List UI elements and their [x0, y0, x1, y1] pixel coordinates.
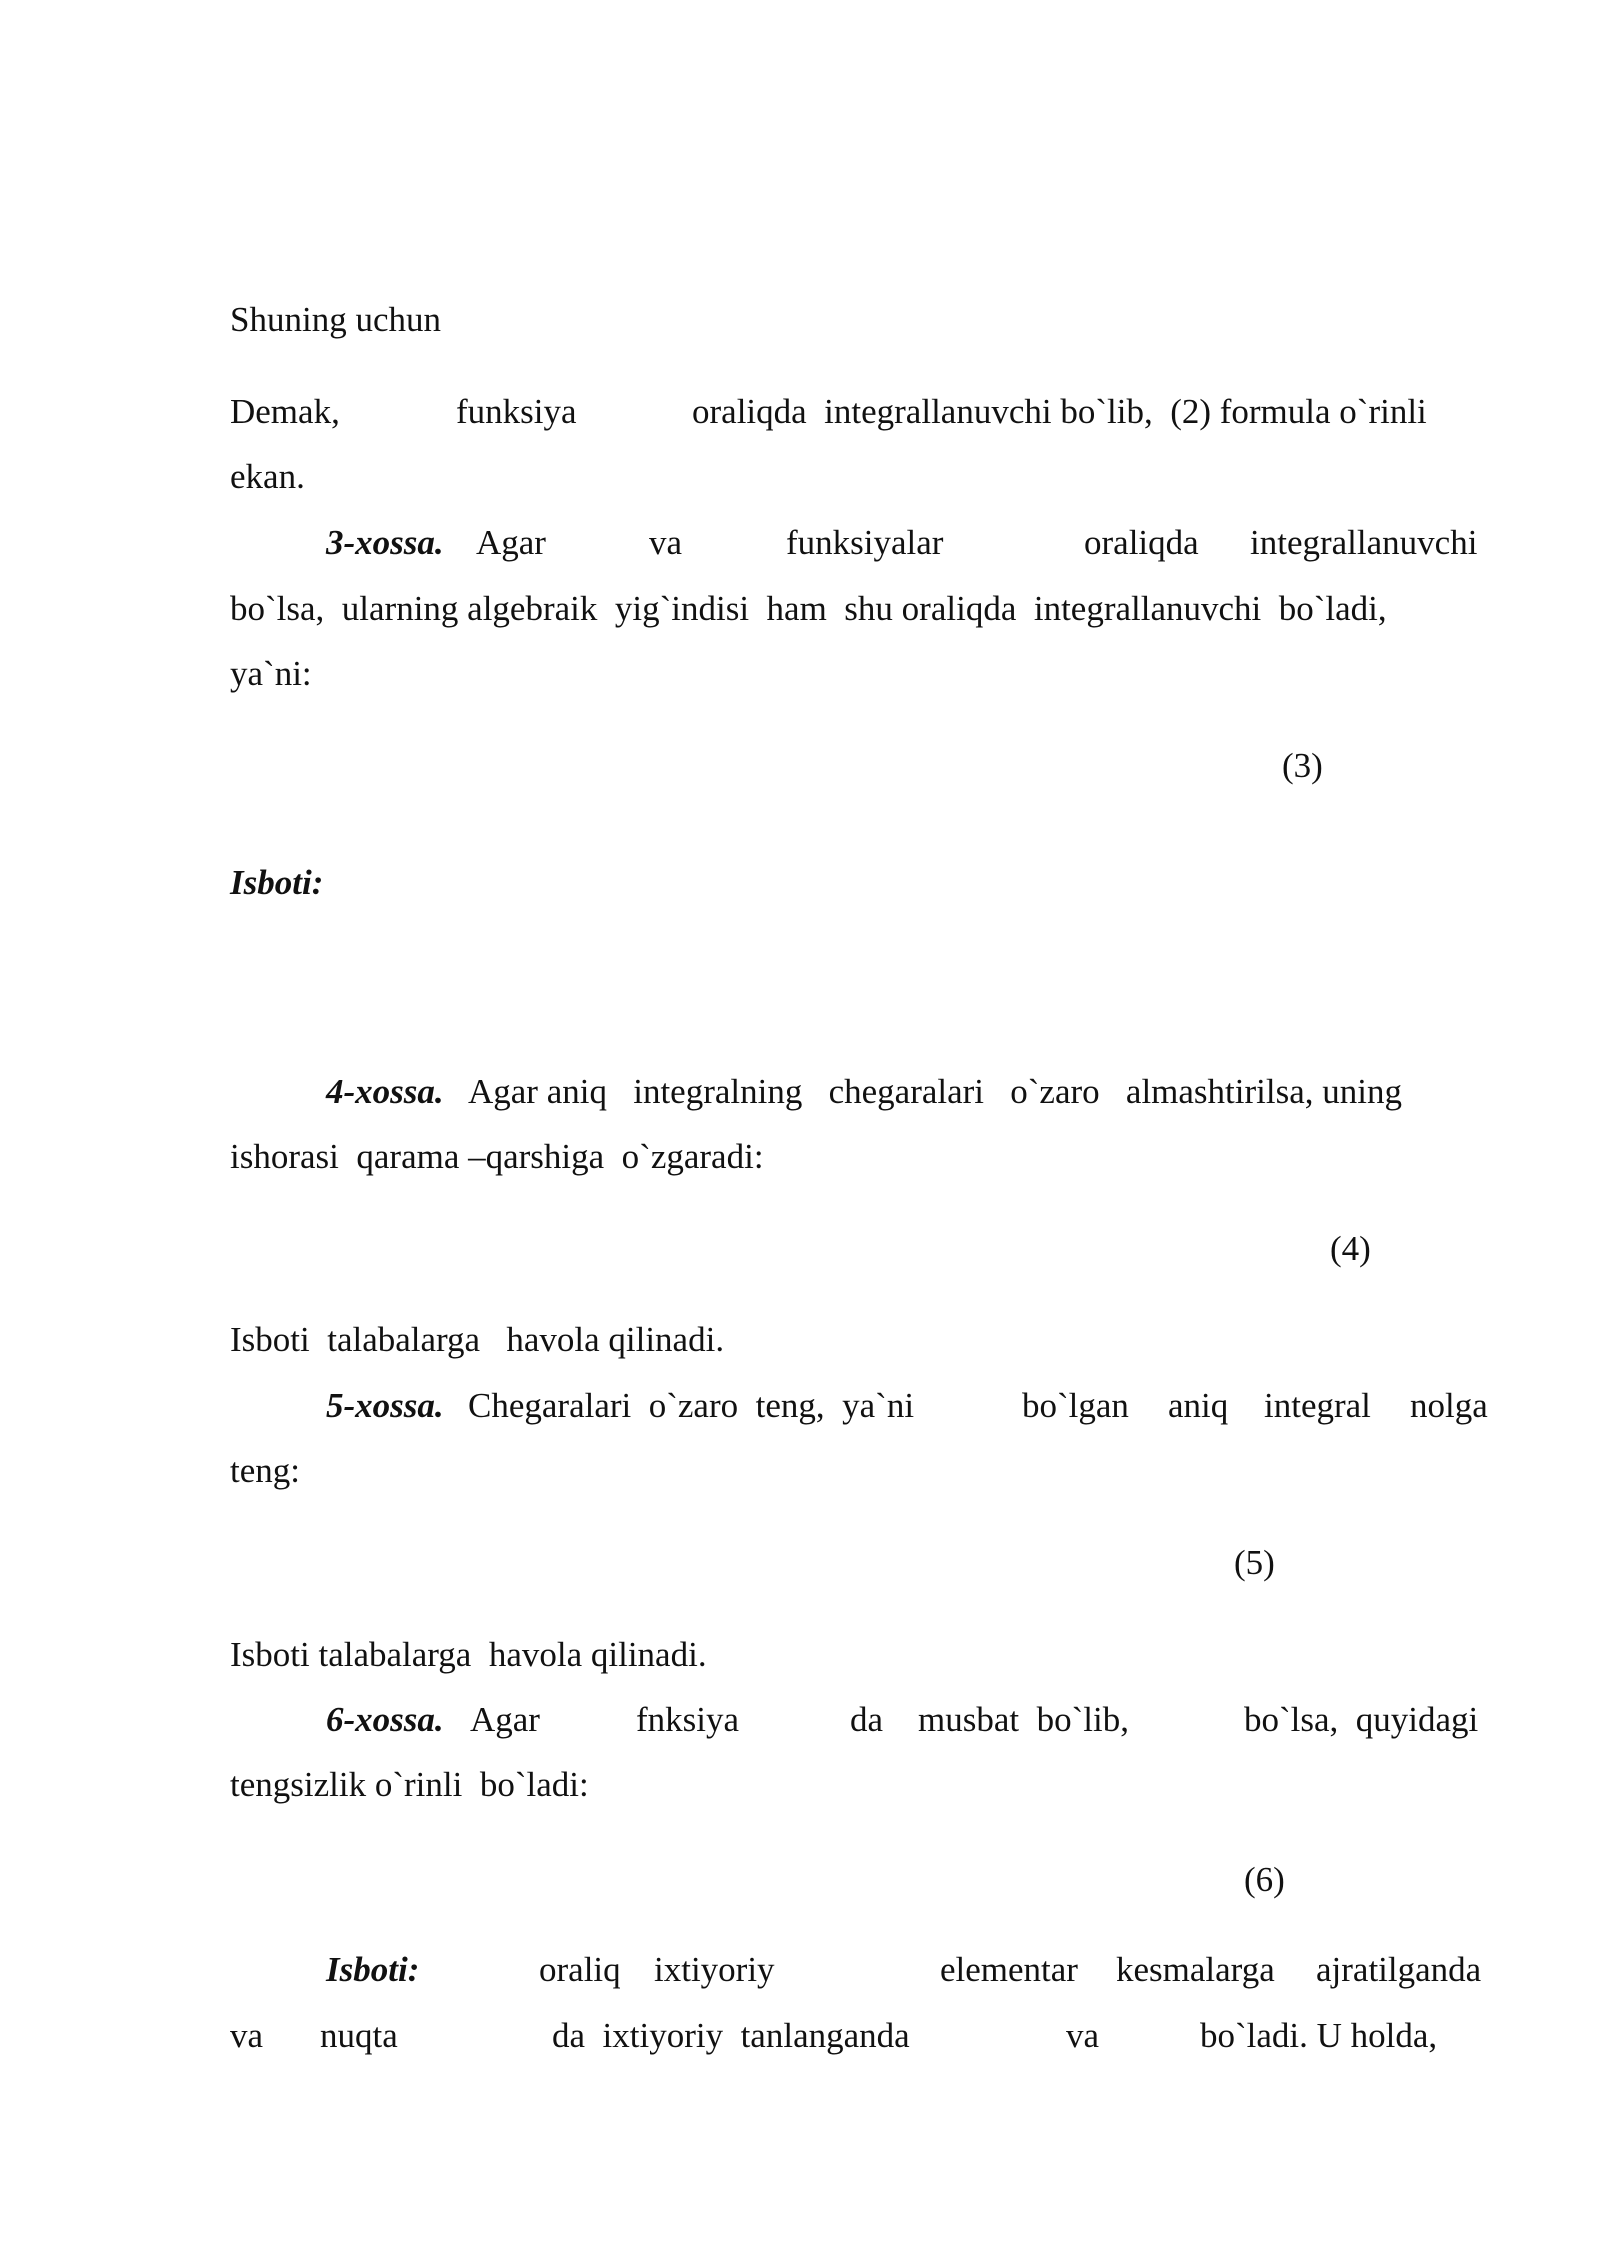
property-6-word-da: da — [850, 1700, 884, 1739]
demak-word: Demak, — [230, 392, 340, 431]
proof-6-word-ixtiyoriy: ixtiyoriy — [654, 1950, 775, 1989]
property-3-word-oraliqda: oraliqda — [1084, 523, 1199, 562]
property-3-word-va: va — [649, 523, 683, 562]
proof-6-word-kesmalarga: kesmalarga — [1116, 1950, 1275, 1989]
proof-label-3: Isboti: — [230, 863, 324, 902]
proof-note-4: Isboti talabalarga havola qilinadi. — [230, 1320, 725, 1359]
property-5-word-bolgan: bo`lgan — [1022, 1386, 1129, 1425]
property-5-word-nolga: nolga — [1410, 1386, 1488, 1425]
proof-6-word-oraliq: oraliq — [539, 1950, 621, 1989]
demak-line1-rest: oraliqda integrallanuvchi bo`lib, (2) formula o`rinli — [692, 392, 1427, 431]
property-4-line2: ishorasi qarama –qarshiga o`zgaradi: — [230, 1137, 764, 1176]
property-3-word-integrallanuvchi: integrallanuvchi — [1250, 523, 1478, 562]
property-4-line1: Agar aniq integralning chegaralari o`zaro almashtirilsa, uning — [468, 1072, 1402, 1111]
proof-label-6: Isboti: — [326, 1950, 420, 1989]
equation-number-6: (6) — [1244, 1860, 1285, 1899]
property-6-word-agar: Agar — [470, 1700, 540, 1739]
equation-number-5: (5) — [1234, 1543, 1275, 1582]
property-6-word-fnksiya: fnksiya — [636, 1700, 740, 1739]
property-5-word-aniq: aniq — [1168, 1386, 1229, 1425]
property-6-word-musbat: musbat bo`lib, — [918, 1700, 1129, 1739]
proof-6-line2-nuqta: nuqta — [320, 2016, 398, 2055]
property-5-word-integral: integral — [1264, 1386, 1371, 1425]
property-3-word-agar: Agar — [476, 523, 546, 562]
paragraph-shuning-uchun: Shuning uchun — [230, 300, 441, 339]
proof-6-word-ajratilganda: ajratilganda — [1316, 1950, 1482, 1989]
proof-6-line2-va-2: va — [1066, 2016, 1100, 2055]
proof-6-line2-va: va — [230, 2016, 264, 2055]
funksiya-word: funksiya — [456, 392, 577, 431]
property-6-line2: tengsizlik o`rinli bo`ladi: — [230, 1765, 589, 1804]
property-3-line3: ya`ni: — [230, 654, 312, 693]
property-5-word-chegaralari: Chegaralari o`zaro teng, ya`ni — [468, 1386, 915, 1425]
property-3-label: 3-xossa. — [326, 523, 444, 562]
proof-note-5: Isboti talabalarga havola qilinadi. — [230, 1635, 707, 1674]
proof-6-line2-boladi: bo`ladi. U holda, — [1200, 2016, 1438, 2055]
property-6-word-bolsa: bo`lsa, quyidagi — [1244, 1700, 1479, 1739]
proof-6-word-elementar: elementar — [940, 1950, 1078, 1989]
property-5-label: 5-xossa. — [326, 1386, 444, 1425]
equation-number-3: (3) — [1282, 746, 1323, 785]
property-5-line2: teng: — [230, 1451, 300, 1490]
property-3-line2: bo`lsa, ularning algebraik yig`indisi ham shu oraliqda integrallanuvchi bo`ladi, — [230, 589, 1387, 628]
proof-6-line2-tanlanganda: da ixtiyoriy tanlanganda — [552, 2016, 910, 2055]
property-6-label: 6-xossa. — [326, 1700, 444, 1739]
demak-line2: ekan. — [230, 457, 305, 496]
equation-number-4: (4) — [1330, 1229, 1371, 1268]
property-4-label: 4-xossa. — [326, 1072, 444, 1111]
property-3-word-funksiyalar: funksiyalar — [786, 523, 944, 562]
